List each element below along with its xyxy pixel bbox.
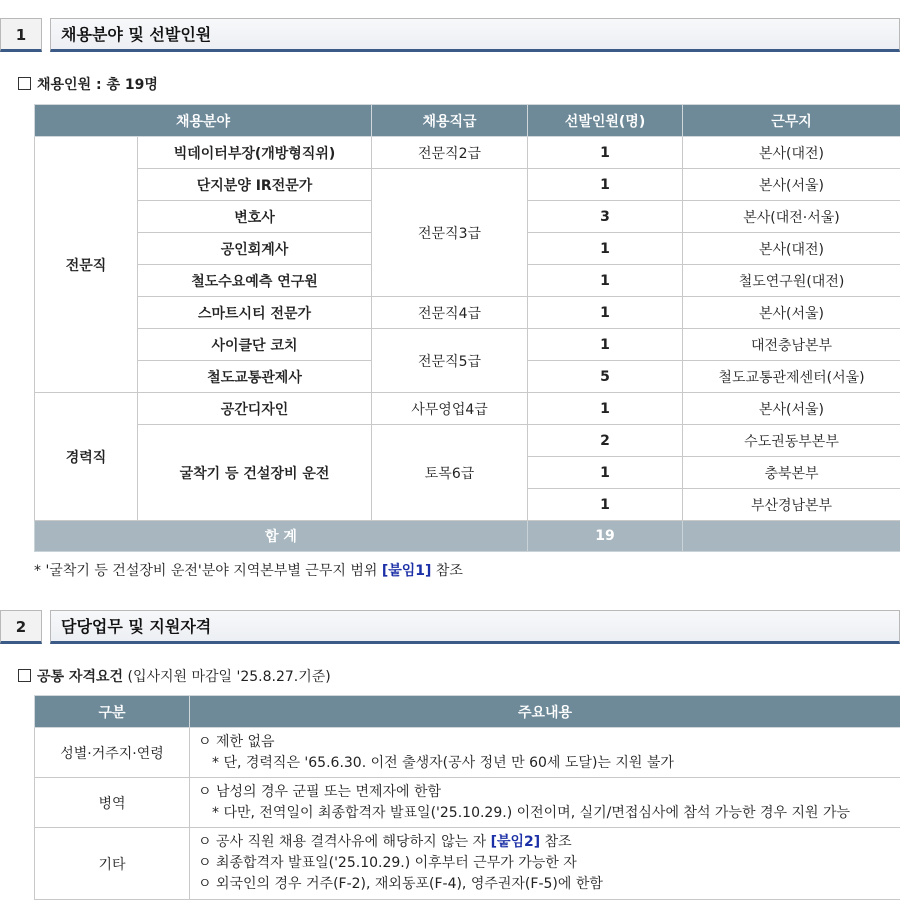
total-label: 합 계 xyxy=(35,521,528,552)
count-cell: 3 xyxy=(528,201,683,233)
attachment-1-link[interactable]: [붙임1] xyxy=(381,563,432,579)
attachment-2-link[interactable]: [붙임2] xyxy=(490,834,541,850)
group-label: 경력직 xyxy=(35,393,138,521)
count-cell: 1 xyxy=(528,233,683,265)
place-cell: 철도교통관제센터(서울) xyxy=(683,361,900,393)
field-cell: 단지분양 IR전문가 xyxy=(138,169,372,201)
table-row xyxy=(35,169,900,201)
footnote-1 xyxy=(34,560,463,580)
recruit-count-label: 채용인원 : 총 19명 xyxy=(37,77,158,93)
qualification-label: 공통 자격요건 xyxy=(37,669,124,685)
table-row xyxy=(35,425,900,457)
place-cell: 본사(서울) xyxy=(683,393,900,425)
group-label: 전문직 xyxy=(35,137,138,393)
count-cell: 1 xyxy=(528,489,683,521)
qualification-table xyxy=(34,695,900,900)
header-content: 주요내용 xyxy=(190,696,900,728)
section-title: 채용분야 및 선발인원 xyxy=(50,18,900,52)
table-row xyxy=(35,329,900,361)
place-cell: 부산경남본부 xyxy=(683,489,900,521)
grade-cell: 전문직2급 xyxy=(372,137,528,169)
content-line: ㅇ 최종합격자 발표일('25.10.29.) 이후부터 근무가 가능한 자 xyxy=(198,855,577,871)
section-number: 1 xyxy=(0,18,42,52)
table-row xyxy=(35,728,900,778)
total-row xyxy=(35,521,900,552)
section-number: 2 xyxy=(0,610,42,644)
grade-cell: 사무영업4급 xyxy=(372,393,528,425)
header-place: 근무지 xyxy=(683,105,900,137)
count-cell: 1 xyxy=(528,169,683,201)
field-cell: 철도수요예측 연구원 xyxy=(138,265,372,297)
common-qualification-heading xyxy=(18,666,331,686)
place-cell: 본사(서울) xyxy=(683,297,900,329)
header-count: 선발인원(명) xyxy=(528,105,683,137)
content-line: ㅇ 외국인의 경우 거주(F-2), 재외동포(F-4), 영주권자(F-5)에 한함 xyxy=(198,876,603,892)
place-cell: 본사(서울) xyxy=(683,169,900,201)
field-cell: 굴착기 등 건설장비 운전 xyxy=(138,425,372,521)
place-cell: 본사(대전·서울) xyxy=(683,201,900,233)
place-cell: 충북본부 xyxy=(683,457,900,489)
table-row xyxy=(35,778,900,828)
field-cell: 빅데이터부장(개방형직위) xyxy=(138,137,372,169)
count-cell: 1 xyxy=(528,457,683,489)
grade-cell: 전문직4급 xyxy=(372,297,528,329)
table-row xyxy=(35,137,900,169)
content-line xyxy=(198,832,900,853)
place-cell: 수도권동부본부 xyxy=(683,425,900,457)
table-header-row xyxy=(35,105,900,137)
count-cell: 1 xyxy=(528,393,683,425)
field-cell: 공간디자인 xyxy=(138,393,372,425)
checkbox-square-icon xyxy=(18,669,31,682)
count-cell: 1 xyxy=(528,297,683,329)
content-cell xyxy=(190,828,900,900)
field-cell: 철도교통관제사 xyxy=(138,361,372,393)
recruit-count-heading xyxy=(18,74,158,94)
count-cell: 2 xyxy=(528,425,683,457)
content-line: ㅇ 제한 없음 xyxy=(198,733,275,750)
content-line-text: ㅇ 공사 직원 채용 결격사유에 해당하지 않는 자 xyxy=(198,834,491,850)
header-category: 구분 xyxy=(35,696,190,728)
section-title: 담당업무 및 지원자격 xyxy=(50,610,900,644)
content-cell xyxy=(190,728,900,778)
category-cell: 병역 xyxy=(35,778,190,828)
content-line: ㅇ 남성의 경우 군필 또는 면제자에 한함 xyxy=(198,783,442,800)
content-subline: * 다만, 전역일이 최종합격자 발표일('25.10.29.) 이전이며, 실기/면접심사에 참석 가능한 경우 지원 가능 xyxy=(212,804,850,821)
header-field: 채용분야 xyxy=(35,105,372,137)
place-cell: 본사(대전) xyxy=(683,233,900,265)
field-cell: 공인회계사 xyxy=(138,233,372,265)
section-2-header xyxy=(0,610,900,646)
field-cell: 스마트시티 전문가 xyxy=(138,297,372,329)
category-cell: 성별·거주지·연령 xyxy=(35,728,190,778)
count-cell: 5 xyxy=(528,361,683,393)
field-cell: 변호사 xyxy=(138,201,372,233)
grade-cell: 토목6급 xyxy=(372,425,528,521)
grade-cell: 전문직3급 xyxy=(372,169,528,297)
content-line-suffix: 참조 xyxy=(540,834,572,850)
table-row xyxy=(35,297,900,329)
field-cell: 사이클단 코치 xyxy=(138,329,372,361)
place-cell: 대전충남본부 xyxy=(683,329,900,361)
total-empty-cell xyxy=(683,521,900,552)
checkbox-square-icon xyxy=(18,77,31,90)
header-grade: 채용직급 xyxy=(372,105,528,137)
content-subline: * 단, 경력직은 '65.6.30. 이전 출생자(공사 정년 만 60세 도달)는 지원 불가 xyxy=(212,754,674,771)
category-cell: 기타 xyxy=(35,828,190,900)
qualification-date-note: (입사지원 마감일 '25.8.27.기준) xyxy=(123,669,331,685)
table-header-row xyxy=(35,696,900,728)
grade-cell: 전문직5급 xyxy=(372,329,528,393)
footnote-suffix: 참조 xyxy=(431,563,463,579)
section-1-header xyxy=(0,18,900,54)
footnote-text: * '굴착기 등 건설장비 운전'분야 지역본부별 근무지 범위 xyxy=(34,563,382,579)
recruit-table xyxy=(34,104,900,552)
table-row xyxy=(35,393,900,425)
table-row xyxy=(35,828,900,900)
place-cell: 철도연구원(대전) xyxy=(683,265,900,297)
count-cell: 1 xyxy=(528,265,683,297)
content-cell xyxy=(190,778,900,828)
count-cell: 1 xyxy=(528,329,683,361)
total-value: 19 xyxy=(528,521,683,552)
count-cell: 1 xyxy=(528,137,683,169)
place-cell: 본사(대전) xyxy=(683,137,900,169)
